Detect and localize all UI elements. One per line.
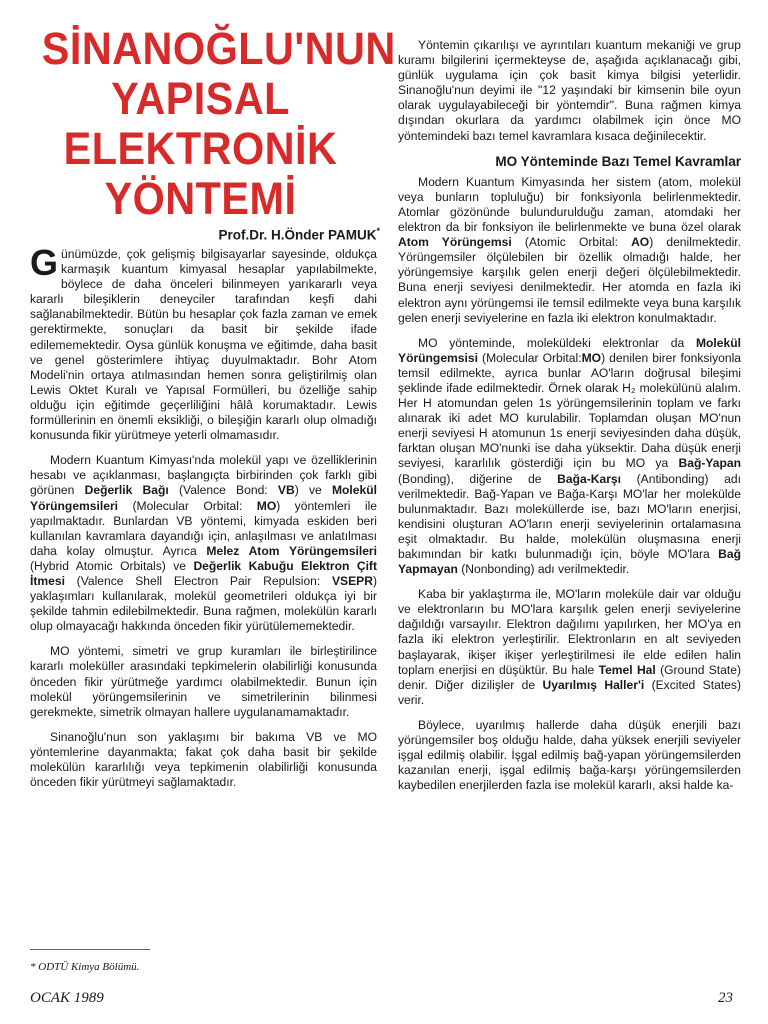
footnote-divider: [30, 949, 150, 950]
paragraph: Yöntemin çıkarılışı ve ayrıntıları kuantum mekaniği ve grup kuramı bilgilerini içermekteyse de, aşağıda açıklanacağı gibi, günlük uygulama için çok basit kimya bilgisi yeterlidir. Sinanoğlu'nun deyimi ile "12 yaşındaki bir kimsenin bile oyun olarak uygulayabileceği bir yöntemdir". Buna rağmen kimya dışından okurlara da yardımcı olabilmek için önce MO yöntemindeki bazı temel kavramlara kısaca değinilecektir.: [398, 38, 741, 143]
title-line: YAPISAL: [111, 73, 290, 124]
paragraph: Böylece, uyarılmış hallerde daha düşük enerjili bazı yörüngemsiler boş olduğu halde, daha yüksek enerjili seviyeler işgal edilmiş olabilir. İşgal edilmiş bağ-yapan yörüngemsilerden kazanılan enerji, işgal edilmiş bağa-karşı yörüngemsilerden kaybedilen enerjilerden fazla ise molekül kararlı, aksi halde ka-: [398, 717, 741, 793]
author-name: Prof.Dr. H.Önder PAMUK: [218, 227, 377, 243]
page-number: 23: [718, 990, 733, 1006]
paragraph: Kaba bir yaklaştırma ile, MO'ların moleküle dair var olduğu ve elektronların bu MO'lara karşılık gelen enerji seviyelerine dağıldığı varsayılır. Elektron dağılımı yapılırken, her MO'ya en fazla iki elektron yerleştirilir. Elektronların en alt seviyeden başlayarak, ikişer ikişer yerleştirilmesi ile elde edilen halin toplam enerjisi en düşüktür. Bu hale Temel Hal (Ground State) denir. Diğer dizilişler de Uyarılmış Haller'i (Excited States) verir.: [398, 587, 741, 707]
issue-date: OCAK 1989: [30, 990, 104, 1006]
title-line: YÖNTEMİ: [104, 173, 297, 224]
author-byline: [110, 226, 380, 243]
paragraph: Modern Kuantum Kimyasında her sistem (atom, molekül veya bunların topluluğu) bir fonksiyonla belirlenmektedir. Atomlar gözönünde bulundurulduğu zaman, atomdaki her elektron da bir fonksiyon ile belirlenmekte ve buna özel olarak Atom Yörüngemsi (Atomic Orbital: AO) denilmektedir. Yörüngemsiler ölçülebilen bir özellik olmadığı halde, her yörüngemsiye karşılık gelen enerji değeri ölçülebilmektedir. Buna enerji seviyesi denilmektedir. Her atomda en fazla iki elektron aynı yörüngemsi ile temsil edilmekte veya buna karşılık gelen enerji seviyelerine en fazla iki elektron konulmaktadır.: [398, 174, 741, 325]
author-footnote-mark: *: [376, 226, 380, 236]
paragraph: Sinanoğlu'nun son yaklaşımı bir bakıma VB ve MO yöntemlerine dayanmakta; fakat çok daha basit bir şekilde molekülün kararlılığı veya tepkimenin olabilirliği konusunda önceden fikir yürütmeyi sağlamaktadır.: [30, 729, 377, 790]
paragraph: Günümüzde, çok gelişmiş bilgisayarlar sayesinde, oldukça karmaşık kuantum kimyasal hesaplar yapılabilmekte, böylece de daha önceleri bilinmeyen yarıkararlı veya kararlı bileşiklerin deneyciler tarafından keşfi dahi sağlanabilmektedir. Bütün bu hesaplar çok fazla zaman ve emek gerektirmekte, sonuçları da basit bir şekilde ifade edilememektedir. Oysa günlük konuşma ve eğitimde, daha basit ve genel gösterimlere ihtiyaç duyulmaktadır. Bohr Atom Modeli'nin ortaya atılmasından hemen sonra geliştirilmiş olan Lewis Oktet Kuralı ve Yapısal Formülleri, bu özelliğe sahip olduğu için eğitimde geçerliliğini hâlâ korumaktadır. Lewis formüllerinin en önemli eksikliği, o bileşiğin kararlı olup olmadığı konusunda fikir yürütmeye yeterli olmamasıdır.: [30, 242, 377, 443]
paragraph: Modern Kuantum Kimyası'nda molekül yapı ve özelliklerinin hesabı ve açıklanması, başlangıçta birbirinden çok farklı gibi görünen Değerlik Bağı (Valence Bond: VB) ve Molekül Yörüngemsileri (Molecular Orbital: MO) yöntemleri ile yapılmaktadır. Bunlardan VB yöntemi, kimyada eskiden beri kullanılan kavramlara dayandığı için, anlaşılması ve anlatılması daha kolay olmuştur. Ayrıca Melez Atom Yörüngemsileri (Hybrid Atomic Orbitals) ve Değerlik Kabuğu Elektron Çift İtmesi (Valence Shell Electron Pair Repulsion: VSEPR) yaklaşımları kullanılarak, molekül geometrileri oldukça iyi bir şekilde tahmin edilebilmektedir. Buna rağmen, molekülün kararlı olup olmayacağı hakkında önceden fikir yürütülememektedir.: [30, 453, 377, 634]
right-column: [398, 38, 741, 803]
footnote: * ODTÜ Kimya Bölümü.: [30, 961, 140, 973]
title-line: SİNANOĞLU'NUN: [41, 23, 396, 74]
left-column: [30, 242, 377, 800]
paragraph: MO yöntemi, simetri ve grup kuramları ile birleştirilince kararlı moleküller arasındaki tepkimelerin olabilirliği konusunda önceden fikir yürütmeğe yardımcı olabilmektedir. Bunun için molekül yörüngemsilerinin ve simetrilerinin bilinmesi gerekmekte, simetrik olmayan hallere uygulanamamaktadır.: [30, 644, 377, 719]
paragraph: MO yönteminde, moleküldeki elektronlar da Molekül Yörüngemsisi (Molecular Orbital:MO) denilen birer fonksiyonla temsil edilmekte, ayrıca bunlar AO'ların doğrusal bileşimi şeklinde ifade edilmektedir. Örnek olarak H₂ molekülünü alalım. Her H atomundan gelen 1s yörüngemsilerinin toplam ve farkı alınarak iki adet MO kurulabilir. Toplamdan oluşan MO'nun enerji seviyesi H atomunun 1s enerji seviyesinden daha düşük, farktan oluşan MO'nunki ise daha yüksektir. Daha düşük enerji seviyesi, kararlılık gösterdiği için bu MO ya Bağ-Yapan (Bonding), diğerine de Bağa-Karşı (Antibonding) adı verilmektedir. Bağ-Yapan ve Bağa-Karşı MO'lar her molekülde bulunmaktadır. Bazı moleküllerde ise, bazı MO'ların enerjisi, kendisini oluşturan AO'ların enerji seviyelerinin ortalamasına eşit olmaktadır. Bu halde, molekülün oluşmasına enerji bakımından bir katkı bulunmadığı için, böyle MO'lara Bağ Yapmayan (Nonbonding) adı verilmektedir.: [398, 335, 742, 577]
section-heading: MO Yönteminde Bazı Temel Kavramlar: [495, 153, 741, 169]
drop-cap: G: [30, 242, 59, 283]
article-title: [41, 23, 396, 224]
title-line: ELEKTRONİK: [63, 123, 338, 174]
